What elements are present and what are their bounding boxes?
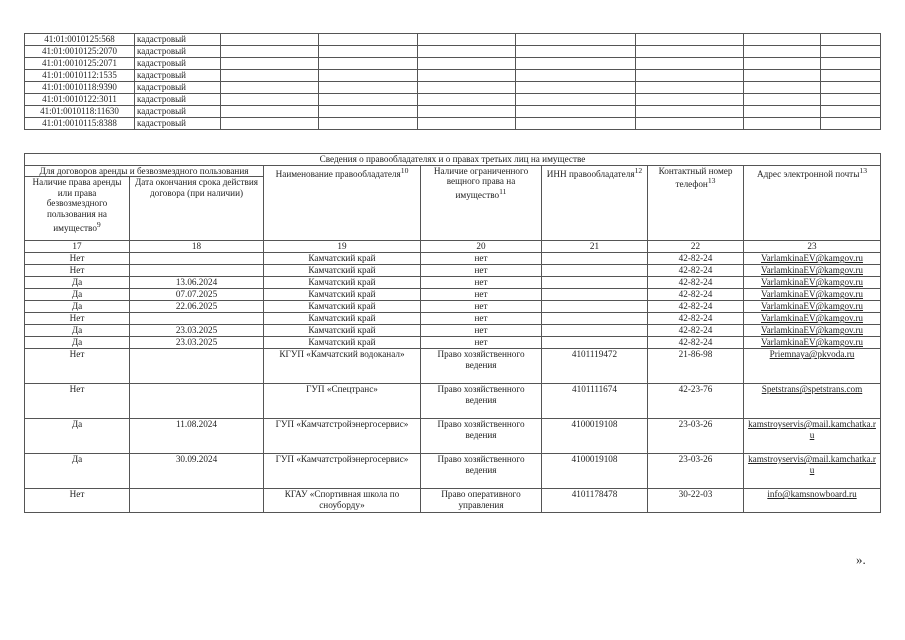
email-cell [744, 253, 881, 265]
email-cell [744, 277, 881, 289]
rights-row [25, 289, 881, 301]
email-cell [744, 349, 881, 384]
contact-phone: 23-03-26 [648, 419, 744, 454]
cadastral-row [25, 58, 881, 70]
contact-phone: 30-22-03 [648, 489, 744, 513]
limited-right: нет [421, 325, 542, 337]
empty-cell [516, 46, 636, 58]
limited-right: Право хозяйственного ведения [421, 454, 542, 489]
email-link[interactable]: info@kamsnowboard.ru [767, 489, 857, 500]
rent-flag: Нет [25, 384, 130, 419]
holder-name: ГУП «Камчатстройэнергосервис» [264, 454, 421, 489]
contract-end-date [130, 253, 264, 265]
contract-end-date: 07.07.2025 [130, 289, 264, 301]
email-link[interactable]: VarlamkinaEV@kamgov.ru [760, 337, 863, 348]
column-number: 23 [744, 241, 881, 253]
rights-row [25, 384, 881, 419]
cadastral-number: 41:01:0010115:8388 [25, 118, 135, 130]
cadastral-row [25, 34, 881, 46]
empty-cell [221, 106, 319, 118]
column-number: 18 [130, 241, 264, 253]
holder-name: Камчатский край [264, 301, 421, 313]
empty-cell [418, 106, 516, 118]
email-cell [744, 384, 881, 419]
empty-cell [319, 46, 418, 58]
empty-cell [744, 118, 821, 130]
empty-cell [418, 82, 516, 94]
contact-phone: 42-82-24 [648, 301, 744, 313]
contact-phone: 42-82-24 [648, 289, 744, 301]
empty-cell [636, 118, 744, 130]
empty-cell [319, 70, 418, 82]
rent-flag: Да [25, 337, 130, 349]
rights-row [25, 419, 881, 454]
email-link[interactable]: Priemnaya@pkvoda.ru [769, 349, 855, 360]
email-link[interactable]: Spetstrans@spetstrans.com [761, 384, 863, 395]
col20-header: Наличие ограниченного вещного права на имущество$^{11}$ [421, 165, 542, 241]
limited-right: нет [421, 337, 542, 349]
col21-header: ИНН правообладателя$^{12}$ [542, 165, 648, 241]
empty-cell [221, 118, 319, 130]
number-type: кадастровый [135, 70, 221, 82]
number-type: кадастровый [135, 82, 221, 94]
rights-row [25, 489, 881, 513]
rent-group-header: Для договоров аренды и безвозмездного пользования [25, 165, 264, 177]
empty-cell [221, 82, 319, 94]
number-type: кадастровый [135, 94, 221, 106]
empty-cell [744, 46, 821, 58]
empty-cell [418, 34, 516, 46]
limited-right: нет [421, 277, 542, 289]
limited-right: нет [421, 265, 542, 277]
email-link[interactable]: VarlamkinaEV@kamgov.ru [760, 265, 863, 276]
empty-cell [418, 70, 516, 82]
email-link[interactable]: VarlamkinaEV@kamgov.ru [760, 289, 863, 300]
empty-cell [319, 94, 418, 106]
email-link[interactable]: kamstroyservis@mail.kamchatka.ru [748, 454, 876, 475]
section-title: Сведения о правообладателях и о правах третьих лиц на имуществе [25, 154, 881, 166]
holder-name: КГАУ «Спортивная школа по сноуборду» [264, 489, 421, 513]
empty-cell [744, 34, 821, 46]
holder-inn [542, 277, 648, 289]
cadastral-row [25, 118, 881, 130]
email-link[interactable]: kamstroyservis@mail.kamchatka.ru [748, 419, 876, 440]
contact-phone: 42-82-24 [648, 265, 744, 277]
email-link[interactable]: VarlamkinaEV@kamgov.ru [760, 253, 863, 264]
cadastral-number: 41:01:0010122:3011 [25, 94, 135, 106]
empty-cell [221, 58, 319, 70]
empty-cell [516, 106, 636, 118]
cadastral-number: 41:01:0010118:9390 [25, 82, 135, 94]
email-cell [744, 489, 881, 513]
col23-header: Адрес электронной почты$^{13}$ [744, 165, 881, 241]
holder-inn: 4101119472 [542, 349, 648, 384]
email-link[interactable]: VarlamkinaEV@kamgov.ru [760, 277, 863, 288]
col17-header: Наличие права аренды или права безвозмездного пользования на имущество$^9$ [25, 177, 130, 241]
rent-flag: Нет [25, 253, 130, 265]
contract-end-date: 30.09.2024 [130, 454, 264, 489]
empty-cell [516, 118, 636, 130]
empty-cell [821, 94, 881, 106]
holder-inn: 4100019108 [542, 419, 648, 454]
column-number: 20 [421, 241, 542, 253]
contract-end-date: 13.06.2024 [130, 277, 264, 289]
email-cell [744, 419, 881, 454]
cadastral-numbers-body [25, 34, 881, 130]
rights-row [25, 301, 881, 313]
closing-quote: ». [856, 552, 866, 567]
cadastral-number: 41:01:0010125:568 [25, 34, 135, 46]
rights-row [25, 454, 881, 489]
limited-right: Право хозяйственного ведения [421, 384, 542, 419]
number-type: кадастровый [135, 34, 221, 46]
rent-flag: Да [25, 289, 130, 301]
cadastral-row [25, 82, 881, 94]
empty-cell [636, 70, 744, 82]
empty-cell [636, 106, 744, 118]
empty-cell [319, 118, 418, 130]
cadastral-number: 41:01:0010125:2071 [25, 58, 135, 70]
empty-cell [516, 94, 636, 106]
column-number: 21 [542, 241, 648, 253]
contact-phone: 42-82-24 [648, 277, 744, 289]
holder-inn [542, 301, 648, 313]
contract-end-date [130, 349, 264, 384]
empty-cell [821, 34, 881, 46]
number-type: кадастровый [135, 118, 221, 130]
empty-cell [516, 58, 636, 70]
email-link[interactable]: VarlamkinaEV@kamgov.ru [760, 313, 863, 324]
contract-end-date: 23.03.2025 [130, 325, 264, 337]
email-cell [744, 265, 881, 277]
empty-cell [221, 34, 319, 46]
holder-name: Камчатский край [264, 289, 421, 301]
cadastral-number: 41:01:0010125:2070 [25, 46, 135, 58]
limited-right: Право оперативного управления [421, 489, 542, 513]
limited-right: нет [421, 301, 542, 313]
empty-cell [821, 106, 881, 118]
contract-end-date [130, 489, 264, 513]
email-cell [744, 454, 881, 489]
cadastral-number: 41:01:0010112:1535 [25, 70, 135, 82]
contact-phone: 21-86-98 [648, 349, 744, 384]
holder-inn [542, 253, 648, 265]
rights-row [25, 265, 881, 277]
holder-inn: 4100019108 [542, 454, 648, 489]
contact-phone: 42-82-24 [648, 313, 744, 325]
empty-cell [744, 70, 821, 82]
holder-inn: 4101178478 [542, 489, 648, 513]
rent-flag: Да [25, 454, 130, 489]
rights-row [25, 277, 881, 289]
col22-header: Контактный номер телефон$^{13}$ [648, 165, 744, 241]
rent-flag: Да [25, 419, 130, 454]
limited-right: нет [421, 313, 542, 325]
empty-cell [636, 82, 744, 94]
holder-name: ГУП «Камчатстройэнергосервис» [264, 419, 421, 454]
limited-right: Право хозяйственного ведения [421, 349, 542, 384]
column-number: 17 [25, 241, 130, 253]
rent-flag: Нет [25, 349, 130, 384]
cadastral-row [25, 94, 881, 106]
contact-phone: 42-23-76 [648, 384, 744, 419]
column-number: 19 [264, 241, 421, 253]
email-link[interactable]: VarlamkinaEV@kamgov.ru [760, 301, 863, 312]
email-cell [744, 301, 881, 313]
contact-phone: 23-03-26 [648, 454, 744, 489]
col19-header: Наименование правообладателя$^{10}$ [264, 165, 421, 241]
empty-cell [821, 46, 881, 58]
contract-end-date [130, 384, 264, 419]
contract-end-date: 11.08.2024 [130, 419, 264, 454]
holder-name: Камчатский край [264, 313, 421, 325]
empty-cell [319, 82, 418, 94]
limited-right: нет [421, 289, 542, 301]
holder-name: КГУП «Камчатский водоканал» [264, 349, 421, 384]
email-cell [744, 325, 881, 337]
limited-right: нет [421, 253, 542, 265]
empty-cell [221, 70, 319, 82]
empty-cell [319, 34, 418, 46]
rights-row [25, 253, 881, 265]
cadastral-row [25, 106, 881, 118]
empty-cell [821, 118, 881, 130]
rent-flag: Да [25, 301, 130, 313]
rights-row [25, 349, 881, 384]
empty-cell [418, 94, 516, 106]
holder-inn [542, 325, 648, 337]
rights-row [25, 313, 881, 325]
rent-flag: Нет [25, 489, 130, 513]
contract-end-date [130, 265, 264, 277]
empty-cell [418, 58, 516, 70]
number-type: кадастровый [135, 106, 221, 118]
empty-cell [319, 58, 418, 70]
rent-flag: Да [25, 277, 130, 289]
contact-phone: 42-82-24 [648, 337, 744, 349]
empty-cell [744, 82, 821, 94]
rights-row [25, 325, 881, 337]
email-cell [744, 289, 881, 301]
holder-name: Камчатский край [264, 337, 421, 349]
empty-cell [516, 34, 636, 46]
empty-cell [221, 46, 319, 58]
number-type: кадастровый [135, 46, 221, 58]
rights-holders-body [25, 253, 881, 513]
empty-cell [418, 46, 516, 58]
empty-cell [516, 70, 636, 82]
empty-cell [516, 82, 636, 94]
holder-inn [542, 265, 648, 277]
cadastral-number: 41:01:0010118:11630 [25, 106, 135, 118]
empty-cell [744, 106, 821, 118]
empty-cell [821, 82, 881, 94]
empty-cell [744, 94, 821, 106]
holder-name: Камчатский край [264, 277, 421, 289]
email-link[interactable]: VarlamkinaEV@kamgov.ru [760, 325, 863, 336]
rights-row [25, 337, 881, 349]
holder-name: Камчатский край [264, 253, 421, 265]
contract-end-date [130, 313, 264, 325]
contract-end-date: 23.03.2025 [130, 337, 264, 349]
empty-cell [821, 58, 881, 70]
holder-name: Камчатский край [264, 265, 421, 277]
col18-header: Дата окончания срока действия договора (при наличии) [130, 177, 264, 241]
empty-cell [221, 94, 319, 106]
rights-holders-table [24, 153, 881, 513]
empty-cell [319, 106, 418, 118]
column-number: 22 [648, 241, 744, 253]
holder-inn: 4101111674 [542, 384, 648, 419]
limited-right: Право хозяйственного ведения [421, 419, 542, 454]
holder-inn [542, 289, 648, 301]
empty-cell [636, 94, 744, 106]
empty-cell [744, 58, 821, 70]
empty-cell [636, 34, 744, 46]
holder-name: Камчатский край [264, 325, 421, 337]
empty-cell [636, 46, 744, 58]
contract-end-date: 22.06.2025 [130, 301, 264, 313]
email-cell [744, 313, 881, 325]
empty-cell [636, 58, 744, 70]
contact-phone: 42-82-24 [648, 325, 744, 337]
rent-flag: Нет [25, 265, 130, 277]
number-type: кадастровый [135, 58, 221, 70]
contact-phone: 42-82-24 [648, 253, 744, 265]
empty-cell [418, 118, 516, 130]
cadastral-numbers-table [24, 33, 881, 130]
cadastral-row [25, 46, 881, 58]
empty-cell [821, 70, 881, 82]
email-cell [744, 337, 881, 349]
holder-name: ГУП «Спецтранс» [264, 384, 421, 419]
rent-flag: Да [25, 325, 130, 337]
holder-inn [542, 313, 648, 325]
holder-inn [542, 337, 648, 349]
cadastral-row [25, 70, 881, 82]
rent-flag: Нет [25, 313, 130, 325]
